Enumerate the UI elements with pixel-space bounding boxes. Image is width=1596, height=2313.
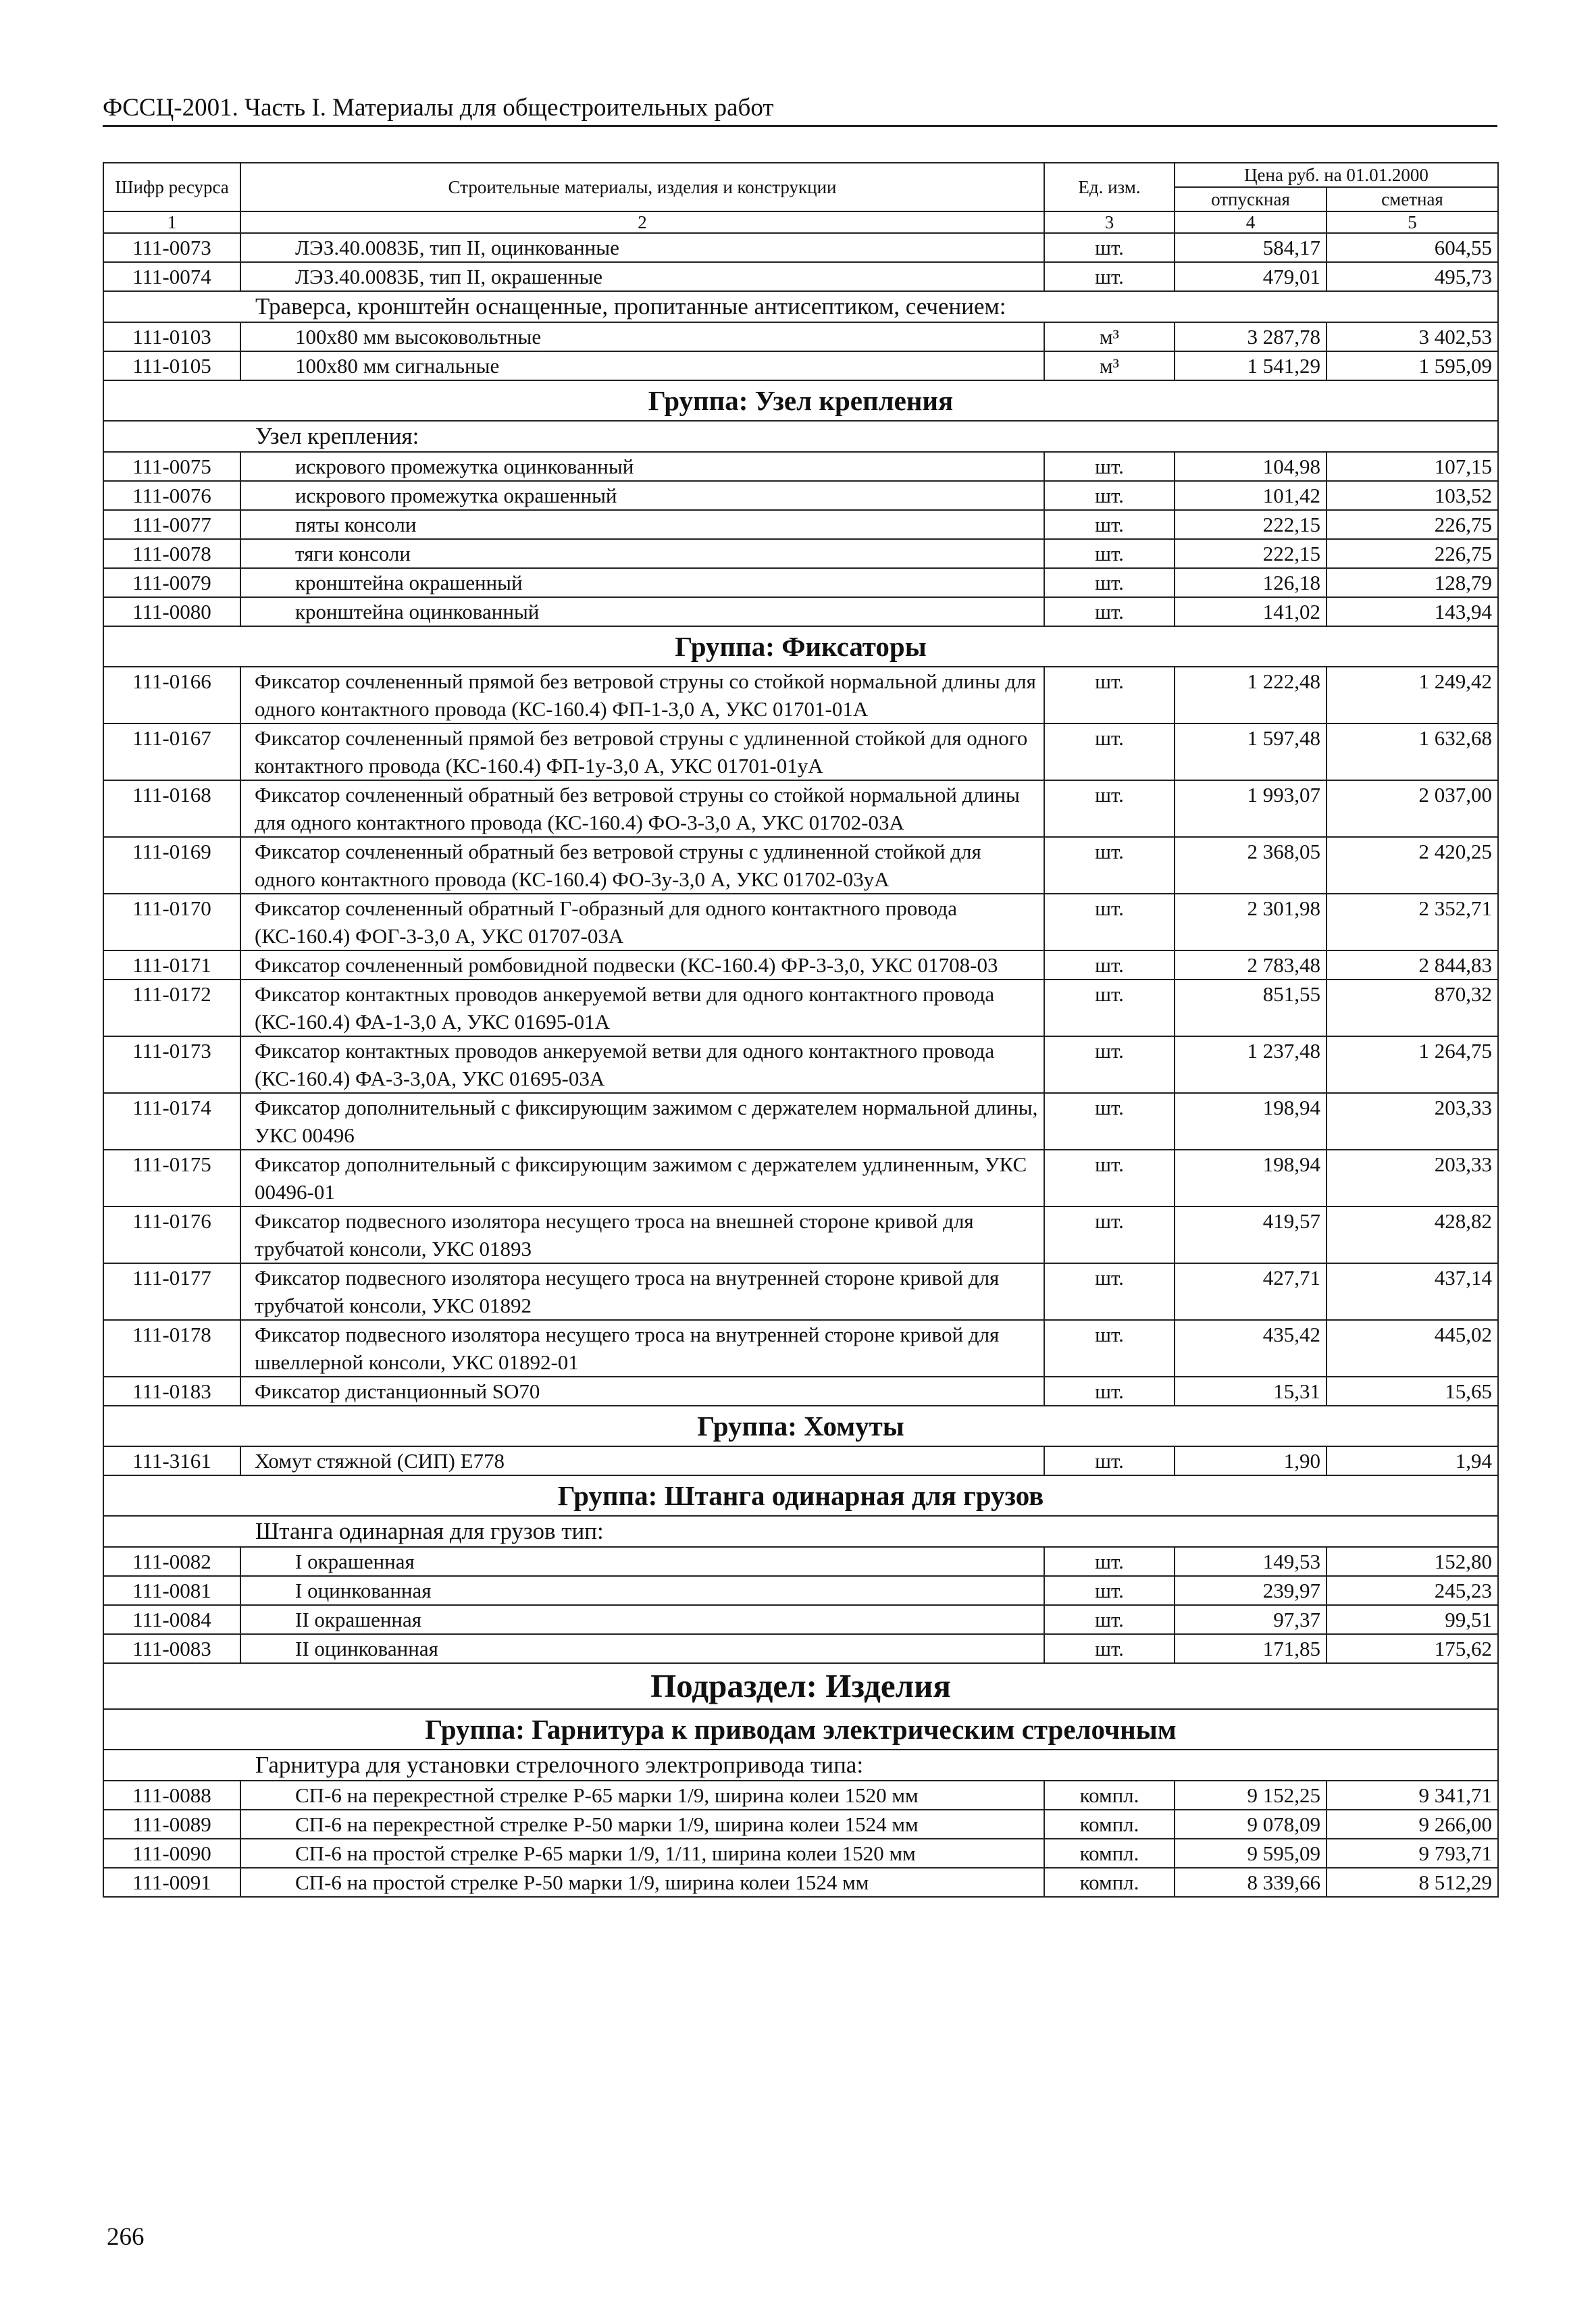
table-row	[103, 510, 1498, 539]
estimate-price-cell: 2 352,71	[1327, 894, 1498, 950]
table-row	[103, 1320, 1498, 1377]
column-number: 1	[103, 211, 240, 233]
material-name-cell: Фиксатор дополнительный с фиксирующим зажимом с держателем удлиненным, УКС 00496-01	[240, 1150, 1044, 1206]
material-name-cell: Фиксатор контактных проводов анкеруемой ветви для одного контактного провода (КС-160.4) ФА-3-3,0А, УКС 01695-03А	[240, 1036, 1044, 1093]
resource-code-cell: 111-0089	[103, 1810, 240, 1839]
table-row	[103, 568, 1498, 597]
release-price-cell: 126,18	[1175, 568, 1327, 597]
release-price-cell: 419,57	[1175, 1206, 1327, 1263]
table-row	[103, 481, 1498, 510]
table-row	[103, 1150, 1498, 1206]
material-name-cell: Фиксатор сочлененный обратный Г-образный для одного контактного провода (КС-160.4) ФОГ-3-3,0 А, УКС 01707-03А	[240, 894, 1044, 950]
release-price-cell: 239,97	[1175, 1576, 1327, 1605]
group-heading: Группа: Фиксаторы	[103, 626, 1498, 667]
resource-code-cell: 111-0171	[103, 950, 240, 980]
unit-cell: шт.	[1044, 597, 1175, 626]
resource-code-cell: 111-0073	[103, 233, 240, 262]
group-heading: Группа: Узел крепления	[103, 380, 1498, 421]
material-name-cell: Фиксатор подвесного изолятора несущего троса на внутренней стороне кривой для трубчатой консоли, УКС 01892	[240, 1263, 1044, 1320]
material-name-cell: Фиксатор сочлененный обратный без ветровой струны с удлиненной стойкой для одного контактного провода (КС-160.4) ФО-3у-3,0 А, УКС 01702-03уА	[240, 837, 1044, 894]
table-row	[103, 1377, 1498, 1406]
unit-cell: шт.	[1044, 1263, 1175, 1320]
release-price-cell: 97,37	[1175, 1605, 1327, 1634]
material-name-cell: Фиксатор подвесного изолятора несущего троса на внешней стороне кривой для трубчатой консоли, УКС 01893	[240, 1206, 1044, 1263]
unit-cell: шт.	[1044, 1576, 1175, 1605]
release-price-cell: 171,85	[1175, 1634, 1327, 1663]
unit-cell: шт.	[1044, 1150, 1175, 1206]
group-heading-row	[103, 1475, 1498, 1516]
group-heading-row	[103, 1709, 1498, 1750]
category-heading: Штанга одинарная для грузов тип:	[103, 1516, 1498, 1547]
table-row	[103, 980, 1498, 1036]
estimate-price-cell: 103,52	[1327, 481, 1498, 510]
category-heading-row	[103, 1750, 1498, 1781]
unit-cell: компл.	[1044, 1810, 1175, 1839]
material-name-cell: искрового промежутка окрашенный	[240, 481, 1044, 510]
unit-cell: шт.	[1044, 723, 1175, 780]
subsection-heading: Подраздел: Изделия	[103, 1663, 1498, 1709]
material-name-cell: Фиксатор дистанционный SO70	[240, 1377, 1044, 1406]
estimate-price-cell: 1,94	[1327, 1446, 1498, 1475]
estimate-price-cell: 99,51	[1327, 1605, 1498, 1634]
table-row	[103, 539, 1498, 568]
subsection-heading-row	[103, 1663, 1498, 1709]
release-price-cell: 1,90	[1175, 1446, 1327, 1475]
material-name-cell: ЛЭЗ.40.0083Б, тип II, оцинкованные	[240, 233, 1044, 262]
resource-code-cell: 111-0178	[103, 1320, 240, 1377]
estimate-price-cell: 226,75	[1327, 539, 1498, 568]
table-row	[103, 1036, 1498, 1093]
column-header-code: Шифр ресурса	[103, 163, 240, 211]
estimate-price-cell: 3 402,53	[1327, 322, 1498, 351]
table-row	[103, 837, 1498, 894]
resource-code-cell: 111-0084	[103, 1605, 240, 1634]
resource-code-cell: 111-0082	[103, 1547, 240, 1576]
release-price-cell: 3 287,78	[1175, 322, 1327, 351]
estimate-price-cell: 226,75	[1327, 510, 1498, 539]
resource-code-cell: 111-0075	[103, 452, 240, 481]
table-row	[103, 1206, 1498, 1263]
table-header-row	[103, 163, 1498, 187]
unit-cell: компл.	[1044, 1868, 1175, 1897]
estimate-price-cell: 495,73	[1327, 262, 1498, 291]
resource-code-cell: 111-0083	[103, 1634, 240, 1663]
estimate-price-cell: 9 341,71	[1327, 1781, 1498, 1810]
resource-code-cell: 111-0088	[103, 1781, 240, 1810]
estimate-price-cell: 8 512,29	[1327, 1868, 1498, 1897]
category-heading: Траверса, кронштейн оснащенные, пропитанные антисептиком, сечением:	[103, 291, 1498, 322]
material-name-cell: Фиксатор подвесного изолятора несущего троса на внутренней стороне кривой для швеллерной консоли, УКС 01892-01	[240, 1320, 1044, 1377]
material-name-cell: Фиксатор сочлененный прямой без ветровой струны с удлиненной стойкой для одного контактного провода (КС-160.4) ФП-1у-3,0 А, УКС 01701-01уА	[240, 723, 1044, 780]
resource-code-cell: 111-0166	[103, 667, 240, 723]
group-heading: Группа: Гарнитура к приводам электрическим стрелочным	[103, 1709, 1498, 1750]
column-number: 5	[1327, 211, 1498, 233]
release-price-cell: 1 597,48	[1175, 723, 1327, 780]
unit-cell: шт.	[1044, 1605, 1175, 1634]
table-row	[103, 780, 1498, 837]
release-price-cell: 479,01	[1175, 262, 1327, 291]
estimate-price-cell: 143,94	[1327, 597, 1498, 626]
estimate-price-cell: 9 793,71	[1327, 1839, 1498, 1868]
release-price-cell: 222,15	[1175, 539, 1327, 568]
material-name-cell: II окрашенная	[240, 1605, 1044, 1634]
material-name-cell: кронштейна окрашенный	[240, 568, 1044, 597]
resource-code-cell: 111-0090	[103, 1839, 240, 1868]
resource-code-cell: 111-0103	[103, 322, 240, 351]
unit-cell: шт.	[1044, 950, 1175, 980]
release-price-cell: 198,94	[1175, 1093, 1327, 1150]
table-row	[103, 950, 1498, 980]
unit-cell: шт.	[1044, 539, 1175, 568]
unit-cell: шт.	[1044, 1634, 1175, 1663]
estimate-price-cell: 128,79	[1327, 568, 1498, 597]
material-name-cell: 100х80 мм сигнальные	[240, 351, 1044, 380]
material-name-cell: Фиксатор сочлененный прямой без ветровой струны со стойкой нормальной длины для одного контактного провода (КС-160.4) ФП-1-3,0 А, УКС 01701-01А	[240, 667, 1044, 723]
estimate-price-cell: 870,32	[1327, 980, 1498, 1036]
release-price-cell: 584,17	[1175, 233, 1327, 262]
table-row	[103, 1868, 1498, 1897]
unit-cell: шт.	[1044, 894, 1175, 950]
material-name-cell: СП-6 на простой стрелке Р-50 марки 1/9, ширина колеи 1524 мм	[240, 1868, 1044, 1897]
resource-code-cell: 111-0170	[103, 894, 240, 950]
release-price-cell: 104,98	[1175, 452, 1327, 481]
category-heading-row	[103, 421, 1498, 452]
resource-code-cell: 111-3161	[103, 1446, 240, 1475]
release-price-cell: 15,31	[1175, 1377, 1327, 1406]
estimate-price-cell: 437,14	[1327, 1263, 1498, 1320]
group-heading: Группа: Хомуты	[103, 1406, 1498, 1446]
estimate-price-cell: 1 595,09	[1327, 351, 1498, 380]
category-heading: Гарнитура для установки стрелочного электропривода типа:	[103, 1750, 1498, 1781]
material-name-cell: Фиксатор сочлененный обратный без ветровой струны со стойкой нормальной длины для одного контактного провода (КС-160.4) ФО-3-3,0 А, УКС 01702-03А	[240, 780, 1044, 837]
material-name-cell: СП-6 на перекрестной стрелке Р-65 марки 1/9, ширина колеи 1520 мм	[240, 1781, 1044, 1810]
release-price-cell: 1 222,48	[1175, 667, 1327, 723]
release-price-cell: 149,53	[1175, 1547, 1327, 1576]
table-row	[103, 1263, 1498, 1320]
release-price-cell: 2 783,48	[1175, 950, 1327, 980]
table-row	[103, 894, 1498, 950]
estimate-price-cell: 604,55	[1327, 233, 1498, 262]
resource-code-cell: 111-0172	[103, 980, 240, 1036]
release-price-cell: 9 152,25	[1175, 1781, 1327, 1810]
material-name-cell: Фиксатор сочлененный ромбовидной подвески (КС-160.4) ФР-3-3,0, УКС 01708-03	[240, 950, 1044, 980]
unit-cell: компл.	[1044, 1839, 1175, 1868]
release-price-cell: 1 237,48	[1175, 1036, 1327, 1093]
column-number: 2	[240, 211, 1044, 233]
resource-code-cell: 111-0080	[103, 597, 240, 626]
table-row	[103, 597, 1498, 626]
resource-code-cell: 111-0078	[103, 539, 240, 568]
estimate-price-cell: 203,33	[1327, 1150, 1498, 1206]
material-name-cell: I окрашенная	[240, 1547, 1044, 1576]
unit-cell: шт.	[1044, 568, 1175, 597]
column-header-unit: Ед. изм.	[1044, 163, 1175, 211]
material-name-cell: СП-6 на простой стрелке Р-65 марки 1/9, 1/11, ширина колеи 1520 мм	[240, 1839, 1044, 1868]
unit-cell: шт.	[1044, 667, 1175, 723]
unit-cell: шт.	[1044, 510, 1175, 539]
material-name-cell: Фиксатор контактных проводов анкеруемой ветви для одного контактного провода (КС-160.4) ФА-1-3,0 А, УКС 01695-01А	[240, 980, 1044, 1036]
table-row	[103, 1576, 1498, 1605]
unit-cell: шт.	[1044, 1036, 1175, 1093]
resource-code-cell: 111-0168	[103, 780, 240, 837]
estimate-price-cell: 2 037,00	[1327, 780, 1498, 837]
table-row	[103, 351, 1498, 380]
release-price-cell: 9 595,09	[1175, 1839, 1327, 1868]
unit-cell: шт.	[1044, 1377, 1175, 1406]
table-row	[103, 1634, 1498, 1663]
resource-code-cell: 111-0081	[103, 1576, 240, 1605]
column-number: 3	[1044, 211, 1175, 233]
resource-code-cell: 111-0167	[103, 723, 240, 780]
release-price-cell: 198,94	[1175, 1150, 1327, 1206]
group-heading-row	[103, 380, 1498, 421]
unit-cell: м³	[1044, 351, 1175, 380]
resource-code-cell: 111-0074	[103, 262, 240, 291]
category-heading-row	[103, 291, 1498, 322]
estimate-price-cell: 1 264,75	[1327, 1036, 1498, 1093]
table-row	[103, 1093, 1498, 1150]
table-row	[103, 233, 1498, 262]
unit-cell: м³	[1044, 322, 1175, 351]
resource-code-cell: 111-0076	[103, 481, 240, 510]
release-price-cell: 2 301,98	[1175, 894, 1327, 950]
material-name-cell: СП-6 на перекрестной стрелке Р-50 марки 1/9, ширина колеи 1524 мм	[240, 1810, 1044, 1839]
release-price-cell: 141,02	[1175, 597, 1327, 626]
material-name-cell: I оцинкованная	[240, 1576, 1044, 1605]
category-heading: Узел крепления:	[103, 421, 1498, 452]
material-name-cell: Хомут стяжной (СИП) Е778	[240, 1446, 1044, 1475]
column-number: 4	[1175, 211, 1327, 233]
column-number-row	[103, 211, 1498, 233]
unit-cell: шт.	[1044, 1320, 1175, 1377]
resource-code-cell: 111-0077	[103, 510, 240, 539]
unit-cell: шт.	[1044, 980, 1175, 1036]
material-name-cell: пяты консоли	[240, 510, 1044, 539]
resource-code-cell: 111-0174	[103, 1093, 240, 1150]
unit-cell: шт.	[1044, 1547, 1175, 1576]
column-header-estimate: сметная	[1327, 187, 1498, 211]
column-header-release: отпускная	[1175, 187, 1327, 211]
page-number: 266	[107, 2223, 145, 2251]
resource-code-cell: 111-0177	[103, 1263, 240, 1320]
release-price-cell: 851,55	[1175, 980, 1327, 1036]
release-price-cell: 435,42	[1175, 1320, 1327, 1377]
table-row	[103, 1810, 1498, 1839]
material-name-cell: 100х80 мм высоковольтные	[240, 322, 1044, 351]
estimate-price-cell: 107,15	[1327, 452, 1498, 481]
unit-cell: шт.	[1044, 481, 1175, 510]
unit-cell: шт.	[1044, 233, 1175, 262]
unit-cell: шт.	[1044, 837, 1175, 894]
estimate-price-cell: 9 266,00	[1327, 1810, 1498, 1839]
estimate-price-cell: 1 249,42	[1327, 667, 1498, 723]
estimate-price-cell: 175,62	[1327, 1634, 1498, 1663]
material-name-cell: II оцинкованная	[240, 1634, 1044, 1663]
release-price-cell: 1 541,29	[1175, 351, 1327, 380]
resource-code-cell: 111-0176	[103, 1206, 240, 1263]
table-row	[103, 1839, 1498, 1868]
material-name-cell: Фиксатор дополнительный с фиксирующим зажимом с держателем нормальной длины, УКС 00496	[240, 1093, 1044, 1150]
unit-cell: шт.	[1044, 780, 1175, 837]
release-price-cell: 427,71	[1175, 1263, 1327, 1320]
release-price-cell: 8 339,66	[1175, 1868, 1327, 1897]
column-header-price: Цена руб. на 01.01.2000	[1175, 163, 1498, 187]
resource-code-cell: 111-0105	[103, 351, 240, 380]
resource-code-cell: 111-0173	[103, 1036, 240, 1093]
category-heading-row	[103, 1516, 1498, 1547]
resource-code-cell: 111-0091	[103, 1868, 240, 1897]
estimate-price-cell: 15,65	[1327, 1377, 1498, 1406]
unit-cell: компл.	[1044, 1781, 1175, 1810]
table-row	[103, 452, 1498, 481]
resource-code-cell: 111-0079	[103, 568, 240, 597]
column-header-name: Строительные материалы, изделия и конструкции	[240, 163, 1044, 211]
release-price-cell: 222,15	[1175, 510, 1327, 539]
unit-cell: шт.	[1044, 262, 1175, 291]
material-name-cell: кронштейна оцинкованный	[240, 597, 1044, 626]
resource-code-cell: 111-0175	[103, 1150, 240, 1206]
release-price-cell: 1 993,07	[1175, 780, 1327, 837]
resource-code-cell: 111-0183	[103, 1377, 240, 1406]
group-heading-row	[103, 626, 1498, 667]
estimate-price-cell: 245,23	[1327, 1576, 1498, 1605]
table-row	[103, 1605, 1498, 1634]
price-table	[103, 162, 1499, 1898]
table-row	[103, 262, 1498, 291]
material-name-cell: ЛЭЗ.40.0083Б, тип II, окрашенные	[240, 262, 1044, 291]
table-row	[103, 723, 1498, 780]
release-price-cell: 9 078,09	[1175, 1810, 1327, 1839]
table-row	[103, 667, 1498, 723]
estimate-price-cell: 2 420,25	[1327, 837, 1498, 894]
group-heading-row	[103, 1406, 1498, 1446]
release-price-cell: 101,42	[1175, 481, 1327, 510]
unit-cell: шт.	[1044, 1093, 1175, 1150]
table-row	[103, 1547, 1498, 1576]
estimate-price-cell: 152,80	[1327, 1547, 1498, 1576]
estimate-price-cell: 445,02	[1327, 1320, 1498, 1377]
price-table-body	[103, 163, 1498, 1897]
estimate-price-cell: 2 844,83	[1327, 950, 1498, 980]
release-price-cell: 2 368,05	[1175, 837, 1327, 894]
unit-cell: шт.	[1044, 1446, 1175, 1475]
page-header: ФССЦ-2001. Часть I. Материалы для общестроительных работ	[103, 93, 1497, 127]
table-row	[103, 1781, 1498, 1810]
table-row	[103, 322, 1498, 351]
table-row	[103, 1446, 1498, 1475]
unit-cell: шт.	[1044, 1206, 1175, 1263]
estimate-price-cell: 428,82	[1327, 1206, 1498, 1263]
estimate-price-cell: 1 632,68	[1327, 723, 1498, 780]
unit-cell: шт.	[1044, 452, 1175, 481]
group-heading: Группа: Штанга одинарная для грузов	[103, 1475, 1498, 1516]
material-name-cell: тяги консоли	[240, 539, 1044, 568]
estimate-price-cell: 203,33	[1327, 1093, 1498, 1150]
material-name-cell: искрового промежутка оцинкованный	[240, 452, 1044, 481]
resource-code-cell: 111-0169	[103, 837, 240, 894]
